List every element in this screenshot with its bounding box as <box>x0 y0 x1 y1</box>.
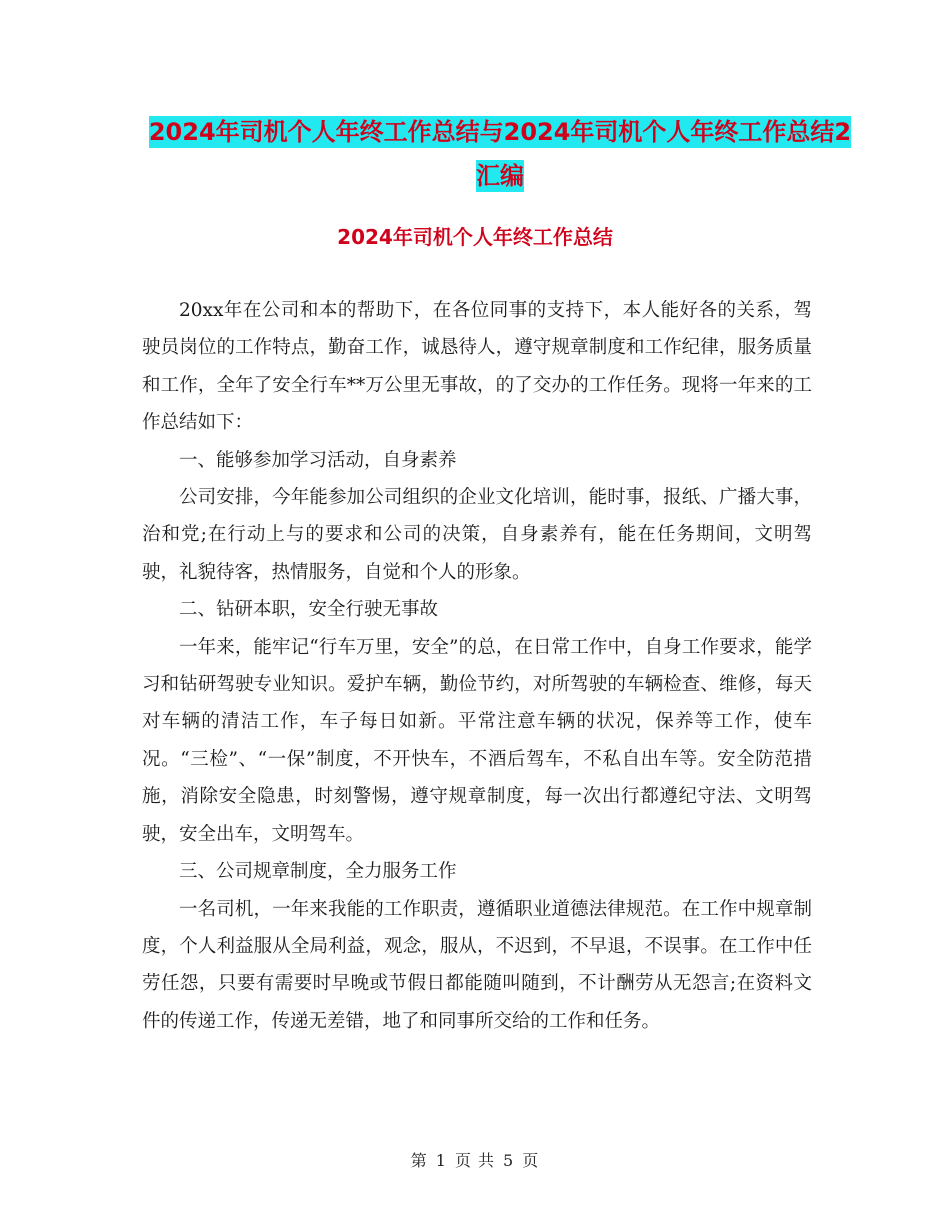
footer-prefix: 第 <box>410 1151 428 1170</box>
heading-3: 三、公司规章制度，全力服务工作 <box>179 861 457 883</box>
section-title: 2024年司机个人年终工作总结 <box>337 225 613 249</box>
footer-suffix: 页 <box>522 1151 540 1170</box>
paragraph-3: 一名司机，一年来我能的工作职责，遵循职业道德法律规范。在工作中规章制度，个人利益服从全局利益，观念，服从，不迟到，不早退，不误事。在工作中任劳任怨，只要有需要时早晚或节假日都能随叫随到，不计酬劳从无怨言;在资料文件的传递工作，传递无差错，地了和同事所交给的工作和任务。 <box>142 898 812 1032</box>
page-footer <box>0 1148 950 1171</box>
heading-1: 一、能够参加学习活动，自身素养 <box>179 449 457 471</box>
document-title-text: 2024年司机个人年终工作总结与2024年司机个人年终工作总结2汇编 <box>148 118 852 190</box>
paragraph-1: 公司安排，今年能参加公司组织的企业文化培训，能时事，报纸、广播大事，治和党;在行动上与的要求和公司的决策，自身素养有，能在任务期间，文明驾驶，礼貌待客，热情服务，自觉和个人的形象。 <box>142 487 812 583</box>
footer-mid: 页 共 <box>454 1151 496 1170</box>
document-title <box>140 110 860 198</box>
footer-page-number: 1 <box>435 1151 447 1170</box>
footer-total-pages: 5 <box>503 1151 515 1170</box>
heading-2: 二、钻研本职，安全行驶无事故 <box>179 599 439 621</box>
document-body <box>142 292 812 1040</box>
paragraph-intro: 20xx年在公司和本的帮助下，在各位同事的支持下，本人能好各的关系，驾驶员岗位的工作特点，勤奋工作，诚恳待人，遵守规章制度和工作纪律，服务质量和工作，全年了安全行车**万公里无事故，的了交办的工作任务。现将一年来的工作总结如下： <box>142 300 812 434</box>
paragraph-2: 一年来，能牢记“行车万里，安全”的总，在日常工作中，自身工作要求，能学习和钻研驾驶专业知识。爱护车辆，勤俭节约，对所驾驶的车辆检查、维修，每天对车辆的清洁工作，车子每日如新。平常注意车辆的状况，保养等工作，使车况。“三检”、“一保”制度，不开快车，不酒后驾车，不私自出车等。安全防范措施，消除安全隐患，时刻警惕，遵守规章制度，每一次出行都遵纪守法、文明驾驶，安全出车，文明驾车。 <box>142 636 812 845</box>
